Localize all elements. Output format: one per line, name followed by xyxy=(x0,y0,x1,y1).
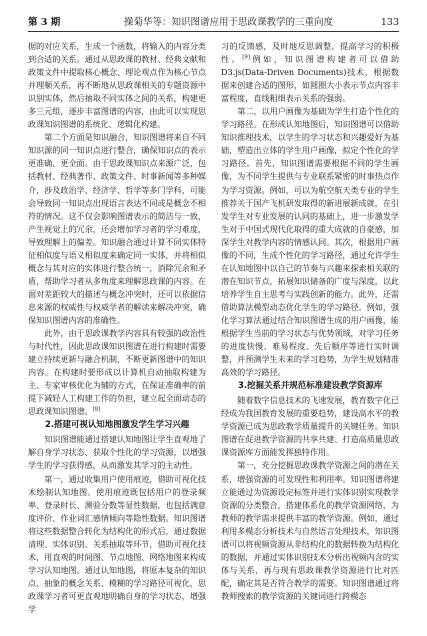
paragraph-learning-path: 第二，以用户画像为基础为学生打造个性化的学习路径。在形成认知地图后，知识图谱可以借助知识推理技术，以学生的学习状态和兴趣爱好为基础，塑造出立体的学生用户画像，拟定个性化的学习路径。首先，知识图谱需要根据不同的学生画像，为不同学生提供与专业联系紧密的时事热点作为学习资源。例如，可以为航空航天类专业的学生推荐关于国产飞机研发取得的新进展新成就，在引发学生对专业发展的认同的基础上，进一步激发学生对于中国式现代化取得的重大成就的自豪感，加深学生对教学内容的情感认同。其次，根据用户画像的不同，生成个性化的学习路径，通过允许学生在认知地图中以自己的节奏与兴趣来探索相关联的潜在知识节点，拓展知识储备的广度与深度，以此培养学生自主思考与实践创新的能力。此外，还需借助算法模型动态优化学生的学习路径。例如，强化学习算法通过结合知识图谱生成的用户画像，能根据学生当前的学习状态与优势领域，对学习任务的进度快慢、难易程度、先后顺序等进行实时调整，并预测学生未来的学习趋势，为学生规划精准高效的学习路径。 xyxy=(221,106,399,378)
paragraph-continued: 据的对应关系，生成一个函数，将输入的内容分类到合适的关系。通过从思政课的教材、经典文献和政策文件中提取核心概念、理论观点作为核心节点并理顺关系，再不断地从思政课相关的专题资源中识别实体，然后抽取不同实体之间的关系，构建更多三元组，逐步丰富图谱的内容，由此可以实现思政课知识图谱的系统化、逻辑化构建。 xyxy=(28,41,206,130)
right-column xyxy=(221,40,399,630)
paragraph-cognitive-map-intro: 知识图谱能通过搭建认知地图让学生直观地了解自身学习状态、获取个性化的学习资源，以增强学生的学习获得感，从而激发其学习的主动性。 xyxy=(28,434,206,471)
paragraph-resource-intro: 随着数字信息技术的飞速发展，教育数字化已经成为我国教育发展的重要趋势，建设高水平的教学资源已成为思政教学质量提升的关键任务。知识图谱在促进教学资源的共享共建、打造高质量思政课资源库方面能发挥独特作用。 xyxy=(221,395,399,458)
section-heading-2: 2.搭建可视认知地图激发学生学习兴趣 xyxy=(45,420,190,431)
running-header xyxy=(28,15,399,32)
citation-ref: [8] xyxy=(92,406,101,413)
section-heading-3: 3.挖掘关系并规范标准建设教学资源库 xyxy=(238,381,383,392)
left-column xyxy=(28,40,206,630)
paragraph-text: 习的反馈感，及时地反思调整，提高学习的积极性。 xyxy=(221,41,399,65)
running-title: 操菊华等：知识图谱应用于思政课教学的三重向度 xyxy=(124,17,334,28)
page-number: 133 xyxy=(380,17,399,28)
paragraph-knowledge-fusion: 第二个方面是知识融合，知识图谱将来自不同知识源的同一知识点进行整合，确保知识点的表示更准确、更全面。由于思政课知识点来源广泛，包括教材、经典著作、政策文件、时事新闻等多种媒介，涉及政治学、经济学、哲学等多门学科，可能会导致同一知识点出现语言表达不同或是概念不相符的情况。这不仅会影响图谱表示的简洁与一致，产生视觉上的冗余，还会增加学习者的学习难度，导致理解上的偏差。知识融合通过计算不同实体特征相似度与语义相似度来确定同一实体，并将相似概念与其对应的实体进行整合统一，消除冗余和矛盾，帮助学习者从多角度来理解思政课的内容。在面对差距较大的描述与概念冲突时，还可以依据信息来源的权威性与权威学者的解读来解决冲突，确保知识图谱内容的准确性。 xyxy=(28,132,206,325)
paragraph-text: 此外，由于思政课教学内容具有较强的政治性与时代性，因此思政课知识图谱在进行构建时需要建立持续更新与融合机制，不断更新图谱中的知识内容。在构建时要形成以计算机自动抽取构建为主、专家审核优化为辅的方式，在保证准确率的前提下减轻人工构建工作的负担，建立起全面动态的思政课知识图谱。 xyxy=(28,328,206,417)
citation-ref: [9] xyxy=(242,54,250,61)
paragraph-resource-first: 第一，充分挖掘思政课教学资源之间的潜在关系，增强资源的可发现性和利用率。知识图谱将建立能通过为资源设定标签并进行实体识别实现教学资源的分类整合，搭建体系化的教学资源网络，为教师的教学需求提供丰富的教学资源。例如，通过利用多模态分析技术与自然语言处理技术，知识图谱可以将视频资源从非结构化的数据转换为结构化的数据，并通过实体识别技术分析出视频内含的实体与关系，再与现有思政课教学资源进行比对匹配，确定其是否符合教学的需要。知识图谱通过将教师搜索的教学资源的关键词进行跨模态 xyxy=(221,460,399,601)
paragraph-cognitive-map-first: 第一，通过收集用户使用痕迹，借助可视化技术绘制认知地图。使用痕迹既包括用户的登录频率、登录时长、测验分数等显性数据，也包括满意度评价、作业词汇感情倾向等隐性数据。知识图谱将这些数据整合转化为结构化的形式后，通过数据清理、实体识别、关系抽取等环节，借助可视化技术，用直观的时间图、节点地图、网络地图来构成学习认知地图。通过认知地图，将原本复杂的知识点、抽象的概念关系、模糊的学习路径可视化，思政课学习者可更直观地明确自身的学习状态，增强学 xyxy=(28,473,206,614)
paragraph-text: 例如，知识图谱构建者可以借助 D3.js(Data‑Driven Documents)技术，根据数据来创建合适的图形，如圆圈大小表示节点内容丰富程度，直线粗细表示关系的强弱。 xyxy=(221,54,399,104)
issue-number: 第 3 期 xyxy=(28,17,61,28)
paragraph-update-mechanism xyxy=(28,327,206,418)
paragraph-continued-right xyxy=(221,40,399,105)
